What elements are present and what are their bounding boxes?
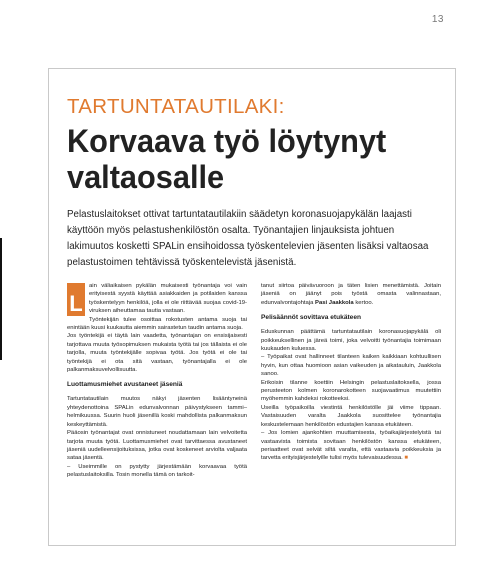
page-number: 13: [431, 14, 444, 25]
margin-rule: [0, 238, 2, 360]
paragraph-text: tanut siirtoa päivävuoroon ja täten lisien menettämistä. Joitain jäseniä on jäänyt pois työstä omasta valinnastaan, edunvalvontajohtaja: [261, 283, 441, 306]
paragraph: Useilla työpaikoilla viestintä henkilöstölle jäi viime tippaan. Vastaisuuden varalta Jaakkola suosittelee työnantajia keskustelemaan henkilöstön edustajien kanssa etukäteen.: [261, 404, 441, 428]
person-name: Pasi Jaakkola: [315, 299, 354, 306]
paragraph: Tartuntatautilain muutos näkyi jäsenten lisääntyneinä yhteydenottoina SPALin edunvalvonnan päivystykseen tammi–helmikuussa. Suurin huoli jäsenillä koski mahdollista palkanmaksun keskeyttämistä.: [67, 396, 247, 428]
article-kicker: TARTUNTATAUTILAKI:: [67, 95, 285, 118]
article-frame: [48, 68, 456, 546]
paragraph: – Työpaikat ovat hallinneet tilanteen kaiken kaikkiaan kohtuullisen hyvin, kun ottaa huomioon asian vaikeuden ja aikatauluin, Jaakkola sanoo.: [261, 354, 441, 378]
column-left: [67, 282, 247, 480]
column-right: [261, 282, 441, 480]
section-heading: Luottamusmiehet avustaneet jäseniä: [67, 381, 183, 389]
paragraph-text: kertoo.: [353, 299, 374, 306]
paragraph: Työntekijän tulee osoittaa rokotusten antama suoja tai enintään kuusi kuukautta aiemmin sairastetun taudin antama suoja.: [67, 316, 247, 332]
article-body: [67, 282, 441, 480]
paragraph: Erikoisin tilanne koettiin Helsingin pelastuslaitoksella, jossa perusteeton kolmen koronarokotteen suojavaatimus muutettiin myöhemmin kahdeksi rokotteeksi.: [261, 379, 441, 403]
end-mark-icon: ■: [404, 455, 408, 462]
paragraph: Jos työntekijä ei täytä lain vaadetta, työnantajan on ensisijaisesti tarjottava muuta työsopimuksen mukaista työtä tai jos tällaista ei ole tarjolla, muuta työntekijälle sopivaa työtä. Jos työtä ei ole tai työntekijä ei ota sitä vastaan, työnantajalla ei ole palkanmaksuvelvollisuutta.: [67, 333, 247, 374]
article-headline: Korvaava työ löytynyt valtaosalle: [67, 123, 387, 195]
paragraph-text: – Jos lomien ajankohtien muuttamisesta, työaikajärjestelyistä tai vastaavista toimista sovitaan henkilöstön kanssa etukäteen, periaatteet ovat selvät siltä varalta, että vastaavia poikkeuksia ja tarvetta erityisjärjestelyille tulisi myös tulevaisuudessa.: [261, 430, 441, 462]
paragraph: – Useimmille on pystytty järjestämään korvaavaa työtä pelastuslaitoksilla. Tosin monella tämä on tarkoit-: [67, 463, 247, 479]
paragraph: [261, 429, 441, 463]
drop-cap: L: [67, 283, 85, 316]
section-heading: Pelisäännöt sovittava etukäteen: [261, 314, 362, 322]
paragraph: Eduskunnan päättämä tartuntatautilain koronasuojapykälä oli poikkeuksellinen ja järeä toimi, joka velvoitti työnantajia toimimaan kuukauden kuluessa.: [261, 329, 441, 353]
paragraph: ain väliaikaisen pykälän mukaisesti työnantaja voi vain erityisestä syystä käyttää asiakkaiden ja potilaiden kanssa työskentelyyn henkilöä, jolla ei ole riittävää suojaa covid-19-viruksen aiheuttamaa tautia vastaan.: [89, 283, 247, 315]
paragraph: [261, 282, 441, 307]
paragraph: Pääosin työnantajat ovat onnistuneet noudattamaan lain velvoitetta tarjota muuta työtä. Luottamusmiehet ovat tarvittaessa avustaneet jäseniä uudelleensijoituksissa, jotka ovat koskeneet arviolta valjaata sataa jäsentä.: [67, 430, 247, 462]
article-lead: Pelastuslaitokset ottivat tartuntatautilakiin säädetyn koronasuojapykälän laajasti käyttöön myös pelastushenkilöstön osalta. Työnantajien linjauksista johtuen lakimuutos kosketti SPALin ensihoidossa työskentelevien jäsenten lisäksi valtaosaa pelastustoimen tehtävissä työskentelevistä jäsenistä.: [67, 209, 429, 268]
